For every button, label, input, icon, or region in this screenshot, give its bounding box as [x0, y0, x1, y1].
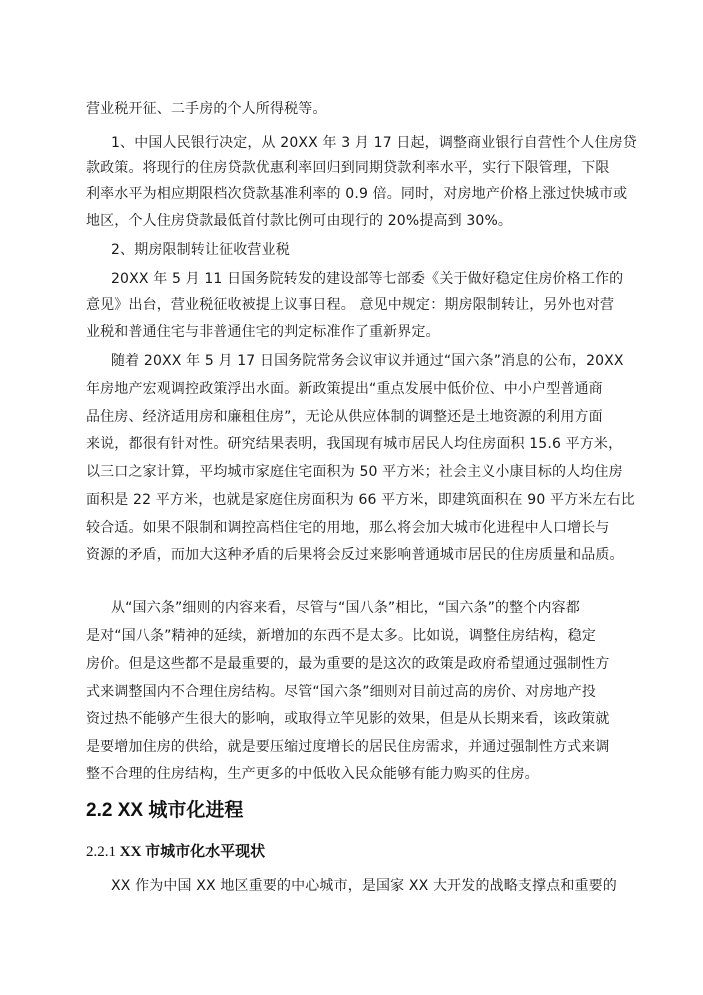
paragraph-line: 地区，个人住房贷款最低首付款比例可由现行的 20%提高到 30%。: [86, 213, 513, 229]
paragraph-line: 年房地产宏观调控政策浮出水面。新政策提出“重点发展中低价位、中小户型普通商: [86, 381, 603, 397]
paragraph-line: 从“国六条”细则的内容来看，尽管与“国八条”相比，“国六条”的整个内容都: [111, 600, 580, 616]
paragraph-line: 较合适。如果不限制和调控高档住宅的用地，那么将会加大城市化进程中人口增长与: [86, 520, 610, 536]
subsection-title: XX 市城市化水平现状: [119, 844, 266, 860]
paragraph-line: XX 作为中国 XX 地区重要的中心城市，是国家 XX 大开发的战略支撑点和重要的: [111, 878, 617, 894]
paragraph-line: 来说，都很有针对性。研究结果表明，我国现有城市居民人均住房面积 15.6 平方米，: [86, 436, 623, 452]
paragraph-line: 款政策。将现行的住房贷款优惠利率回归到同期贷款利率水平，实行下限管理，下限: [86, 160, 610, 176]
paragraph-line: 随着 20XX 年 5 月 17 日国务院常务会议审议并通过“国六条”消息的公布，20XX: [111, 353, 624, 369]
paragraph-line: 2、期房限制转让征收营业税: [111, 242, 290, 258]
paragraph-line: 式来调整国内不合理住房结构。尽管“国六条”细则对目前过高的房价、对房地产投: [86, 684, 597, 700]
paragraph-line: 业税和普通住宅与非普通住宅的判定标准作了重新界定。: [86, 324, 440, 340]
paragraph-line: 营业税开征、二手房的个人所得税等。: [86, 101, 327, 117]
paragraph-line: 20XX 年 5 月 11 日国务院转发的建设部等七部委《关于做好稳定住房价格工作的: [111, 271, 624, 287]
paragraph-line: 是对“国八条”精神的延续，新增加的东西不是太多。比如说，调整住房结构，稳定: [86, 628, 597, 644]
paragraph-line: 利率水平为相应期限档次贷款基准利率的 0.9 倍。同时，对房地产价格上涨过快城市或: [86, 186, 628, 202]
paragraph-line: 是要增加住房的供给，就是要压缩过度增长的居民住房需求，并通过强制性方式来调: [86, 739, 610, 755]
paragraph-line: 品住房、经济适用房和廉租住房”，无论从供应体制的调整还是土地资源的利用方面: [86, 409, 603, 425]
paragraph-line: 面积是 22 平方米，也就是家庭住房面积为 66 平方米，即建筑面积在 90 平方米左右比: [86, 492, 635, 508]
paragraph-line: 资过热不能够产生很大的影响，或取得立竿见影的效果，但是从长期来看，该政策就: [86, 711, 610, 727]
subsection-number: 2.2.1: [86, 844, 120, 860]
section-heading: 2.2 XX 城市化进程: [86, 800, 244, 821]
paragraph-line: 1、中国人民银行决定，从 20XX 年 3 月 17 日起，调整商业银行自营性个人住房贷: [111, 135, 637, 151]
paragraph-line: 以三口之家计算，平均城市家庭住宅面积为 50 平方米；社会主义小康目标的人均住房: [86, 464, 623, 480]
subsection-heading: [86, 843, 265, 861]
paragraph-line: 意见》出台，营业税征收被提上议事日程。 意见中规定：期房限制转让，另外也对营: [86, 297, 615, 313]
paragraph-line: 整不合理的住房结构，生产更多的中低收入民众能够有能力购买的住房。: [86, 766, 539, 782]
paragraph-line: 资源的矛盾，而加大这种矛盾的后果将会反过来影响普通城市居民的住房质量和品质。: [86, 547, 624, 563]
paragraph-line: 房价。但是这些都不是最重要的，最为重要的是这次的政策是政府希望通过强制性方: [86, 656, 610, 672]
